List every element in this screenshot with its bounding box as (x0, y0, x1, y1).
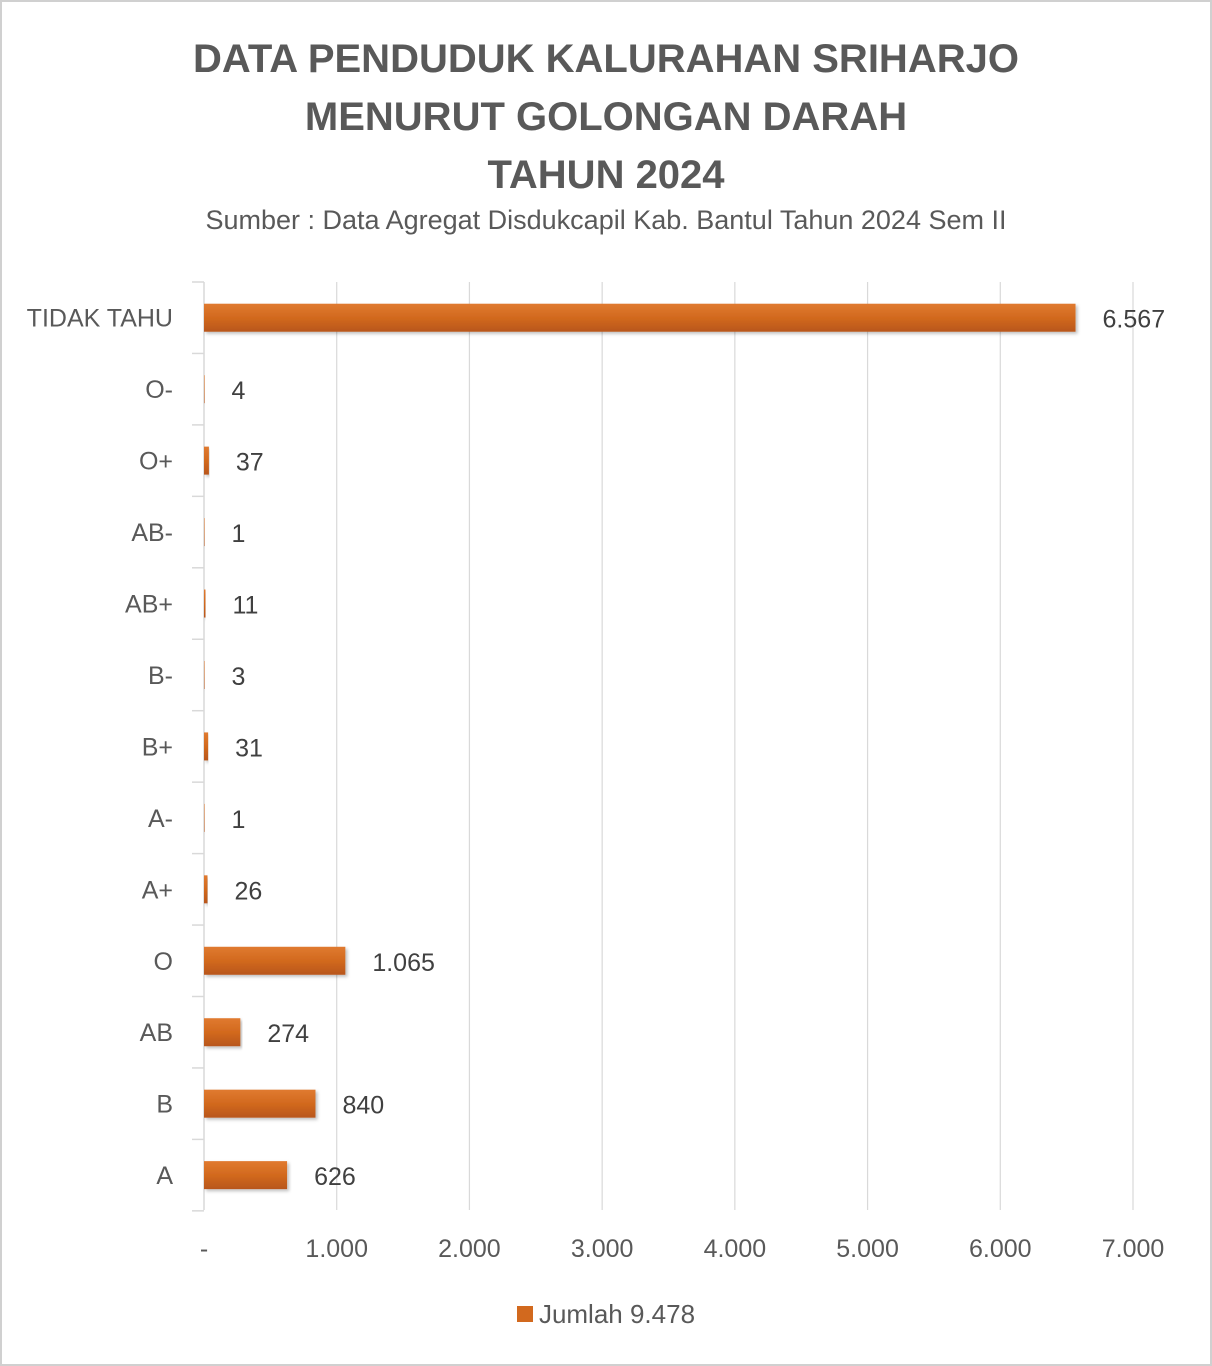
bar (204, 1018, 240, 1046)
chart-legend (0, 1297, 1212, 1331)
x-tick-label: - (199, 1235, 209, 1263)
data-label: 4 (231, 377, 246, 406)
category-label: AB- (131, 519, 173, 548)
category-label: O+ (138, 447, 173, 476)
data-label: 3 (231, 662, 246, 691)
chart-subtitle: Sumber : Data Agregat Disdukcapil Kab. Bantul Tahun 2024 Sem II (205, 205, 1007, 235)
data-label: 37 (235, 448, 264, 477)
data-label: 6.567 (1102, 305, 1166, 334)
data-label: 840 (342, 1091, 385, 1120)
bar (204, 1090, 315, 1118)
x-tick-label: 4.000 (703, 1235, 767, 1263)
chart-title-line-3: TAHUN 2024 (487, 153, 725, 197)
category-label: O- (145, 376, 173, 405)
bar (204, 875, 207, 903)
chart-title-line-1: DATA PENDUDUK KALURAHAN SRIHARJO (193, 37, 1019, 81)
category-label: AB+ (125, 590, 173, 619)
x-tick-label: 1.000 (305, 1235, 368, 1263)
data-label: 1.065 (372, 948, 435, 977)
data-label: 31 (235, 734, 263, 763)
data-label: 626 (314, 1163, 356, 1192)
data-label: 11 (232, 591, 259, 620)
category-label: B- (148, 661, 173, 690)
bar (204, 304, 1076, 332)
category-label: AB (139, 1019, 173, 1048)
x-tick-label: 3.000 (570, 1235, 634, 1263)
category-label: A (156, 1162, 173, 1191)
bar (204, 447, 209, 475)
bar (204, 732, 208, 760)
category-label: TIDAK TAHU (26, 304, 173, 333)
legend-label: Jumlah 9.478 (538, 1299, 696, 1329)
data-label: 274 (267, 1020, 310, 1049)
bar (204, 1161, 287, 1189)
bar (204, 947, 345, 975)
data-label: 1 (231, 520, 246, 549)
data-label: 1 (231, 805, 246, 834)
category-label: O (153, 947, 173, 976)
category-label: B (156, 1090, 173, 1119)
data-label: 26 (234, 877, 263, 906)
bar (204, 375, 205, 403)
x-tick-label: 6.000 (969, 1235, 1032, 1263)
x-tick-label: 7.000 (1101, 1235, 1165, 1263)
bar (204, 590, 205, 618)
x-tick-label: 2.000 (438, 1235, 501, 1263)
legend-swatch (517, 1306, 533, 1322)
category-label: A+ (141, 876, 173, 905)
category-label: A- (148, 804, 173, 833)
bar (204, 661, 205, 689)
category-label: B+ (141, 733, 173, 762)
x-tick-label: 5.000 (836, 1235, 899, 1263)
bar (204, 804, 205, 832)
chart-title-line-2: MENURUT GOLONGAN DARAH (304, 95, 908, 139)
bar (204, 518, 205, 546)
